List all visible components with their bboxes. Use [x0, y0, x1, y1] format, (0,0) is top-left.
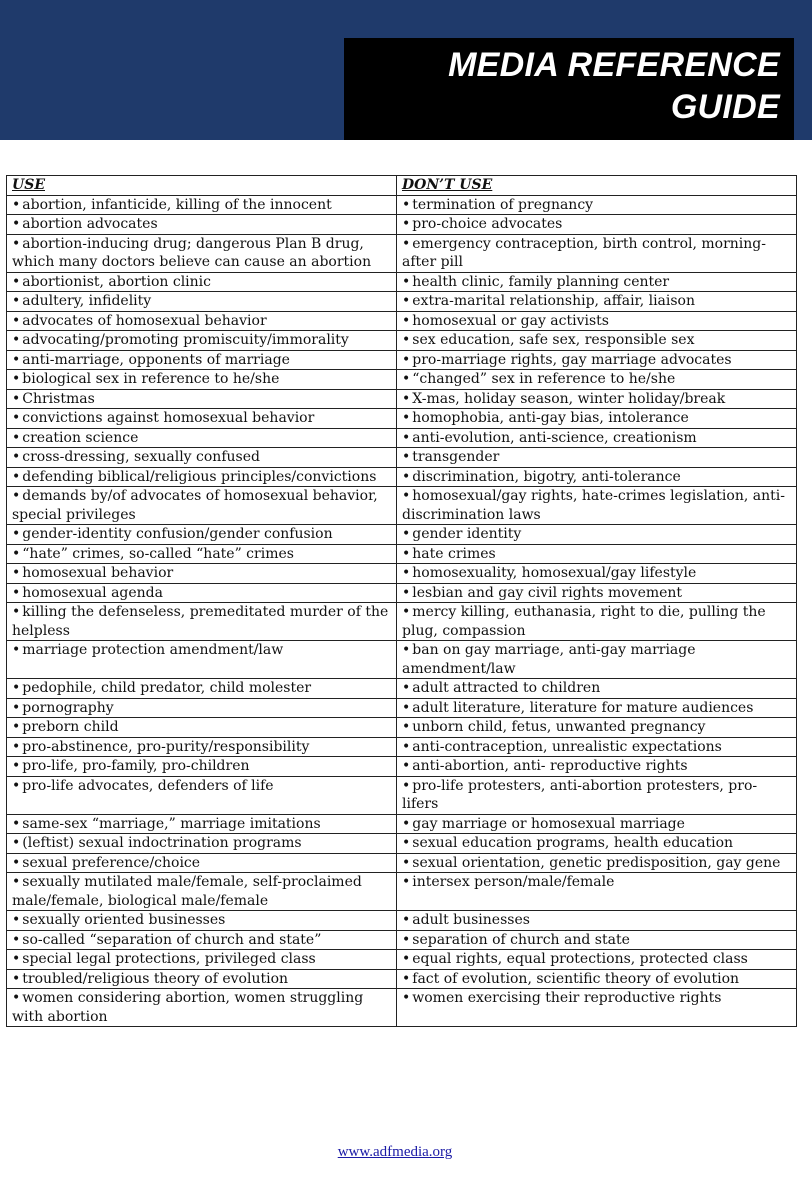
use-term: pro-abstinence, pro-purity/responsibility — [22, 738, 310, 755]
use-term-cell — [7, 698, 397, 718]
bullet-icon — [12, 585, 22, 601]
dont-use-term-cell — [397, 525, 797, 545]
table-body — [7, 195, 797, 1027]
table-row — [7, 603, 797, 641]
use-term-cell — [7, 950, 397, 970]
use-term: same-sex “marriage,” marriage imitations — [22, 815, 321, 832]
bullet-icon — [402, 874, 412, 890]
use-term-cell — [7, 234, 397, 272]
dont-use-term: anti-evolution, anti-science, creationism — [412, 429, 697, 446]
bullet-icon — [12, 469, 22, 485]
bullet-icon — [12, 236, 22, 252]
use-term-cell — [7, 331, 397, 351]
bullet-icon — [402, 680, 412, 696]
dont-use-term-cell — [397, 292, 797, 312]
dont-use-term: fact of evolution, scientific theory of evolution — [412, 970, 740, 987]
dont-use-term-cell — [397, 370, 797, 390]
use-term-cell — [7, 409, 397, 429]
use-term: marriage protection amendment/law — [22, 642, 284, 658]
use-term: cross-dressing, sexually confused — [22, 449, 260, 465]
bullet-icon — [402, 469, 412, 485]
bullet-icon — [12, 604, 22, 620]
bullet-icon — [12, 835, 22, 851]
dont-use-term-cell — [397, 911, 797, 931]
bullet-icon — [12, 371, 22, 387]
table-row — [7, 989, 797, 1027]
bullet-icon — [402, 430, 412, 446]
dont-use-term: unborn child, fetus, unwanted pregnancy — [412, 719, 706, 735]
reference-table — [6, 175, 797, 1027]
use-term: abortion advocates — [22, 216, 158, 232]
bullet-icon — [402, 565, 412, 581]
use-term-cell — [7, 718, 397, 738]
table-row — [7, 950, 797, 970]
bullet-icon — [12, 352, 22, 368]
bullet-icon — [402, 585, 412, 601]
bullet-icon — [12, 293, 22, 309]
bullet-icon — [402, 951, 412, 967]
dont-use-term-cell — [397, 311, 797, 331]
bullet-icon — [402, 391, 412, 407]
dont-use-term: termination of pregnancy — [412, 196, 594, 213]
use-term: pornography — [22, 699, 114, 716]
dont-use-term: ban on gay marriage, anti-gay marriage amendment/law — [402, 642, 696, 677]
bullet-icon — [402, 216, 412, 232]
use-term-cell — [7, 544, 397, 564]
dont-use-term-cell — [397, 331, 797, 351]
bullet-icon — [12, 758, 22, 774]
bullet-icon — [402, 642, 412, 658]
table-row — [7, 853, 797, 873]
use-term: convictions against homosexual behavior — [22, 410, 315, 426]
table-row — [7, 331, 797, 351]
table-row — [7, 911, 797, 931]
table-header-row — [7, 176, 797, 196]
table-row — [7, 370, 797, 390]
bullet-icon — [12, 680, 22, 696]
use-term: women considering abortion, women struggling with abortion — [12, 990, 364, 1025]
use-term: gender-identity confusion/gender confusion — [22, 526, 333, 542]
dont-use-term: discrimination, bigotry, anti-tolerance — [412, 468, 681, 485]
dont-use-term-cell — [397, 950, 797, 970]
dont-use-term: X-mas, holiday season, winter holiday/break — [412, 390, 726, 407]
dont-use-term: extra-marital relationship, affair, liaison — [412, 293, 696, 309]
bullet-icon — [402, 700, 412, 716]
use-term-cell — [7, 853, 397, 873]
use-term: killing the defenseless, premeditated murder of the helpless — [12, 604, 389, 639]
bullet-icon — [402, 197, 412, 213]
use-term: Christmas — [22, 390, 95, 407]
dont-use-term: mercy killing, euthanasia, right to die, pulling the plug, compassion — [402, 604, 766, 639]
bullet-icon — [402, 488, 412, 504]
table-row — [7, 234, 797, 272]
bullet-icon — [402, 912, 412, 928]
use-term: pro-life, pro-family, pro-children — [22, 758, 250, 774]
website-link[interactable]: www.adfmedia.org — [337, 1144, 453, 1160]
dont-use-term-cell — [397, 853, 797, 873]
title-line-1: MEDIA REFERENCE — [448, 46, 780, 84]
table-row — [7, 544, 797, 564]
bullet-icon — [12, 332, 22, 348]
use-term-cell — [7, 911, 397, 931]
dont-use-term-cell — [397, 737, 797, 757]
table-row — [7, 448, 797, 468]
bullet-icon — [402, 855, 412, 871]
dont-use-term-cell — [397, 679, 797, 699]
bullet-icon — [12, 197, 22, 213]
use-term: advocates of homosexual behavior — [22, 312, 267, 329]
use-term: advocating/promoting promiscuity/immorality — [22, 332, 349, 348]
dont-use-term-cell — [397, 272, 797, 292]
dont-use-term-cell — [397, 873, 797, 911]
use-term-cell — [7, 776, 397, 814]
bullet-icon — [402, 604, 412, 620]
bullet-icon — [402, 758, 412, 774]
bullet-icon — [402, 546, 412, 562]
use-term: homosexual behavior — [22, 565, 174, 581]
use-term-cell — [7, 679, 397, 699]
use-term-cell — [7, 467, 397, 487]
dont-use-term-cell — [397, 389, 797, 409]
table-row — [7, 409, 797, 429]
dont-use-term-cell — [397, 989, 797, 1027]
dont-use-term-cell — [397, 350, 797, 370]
use-term-cell — [7, 834, 397, 854]
bullet-icon — [12, 816, 22, 832]
bullet-icon — [12, 990, 22, 1006]
dont-use-term: women exercising their reproductive rights — [412, 990, 722, 1006]
use-term: pro-life advocates, defenders of life — [22, 777, 274, 794]
dont-use-term: homophobia, anti-gay bias, intolerance — [412, 410, 689, 426]
bullet-icon — [12, 700, 22, 716]
column-header-use: USE — [7, 176, 397, 196]
bullet-icon — [12, 546, 22, 562]
bullet-icon — [12, 565, 22, 581]
dont-use-term-cell — [397, 969, 797, 989]
dont-use-term-cell — [397, 814, 797, 834]
use-term: pedophile, child predator, child molester — [22, 680, 312, 696]
use-term-cell — [7, 311, 397, 331]
use-term: abortion, infanticide, killing of the innocent — [22, 196, 332, 213]
dont-use-term: intersex person/male/female — [412, 874, 615, 890]
use-term: sexual preference/choice — [22, 854, 201, 871]
bullet-icon — [12, 526, 22, 542]
bullet-icon — [402, 719, 412, 735]
bullet-icon — [402, 778, 412, 794]
use-term-cell — [7, 525, 397, 545]
use-term-cell — [7, 389, 397, 409]
dont-use-term-cell — [397, 583, 797, 603]
dont-use-term: pro-marriage rights, gay marriage advocates — [412, 351, 732, 368]
use-term: adultery, infidelity — [22, 293, 152, 309]
table-row — [7, 272, 797, 292]
bullet-icon — [402, 274, 412, 290]
use-term: defending biblical/religious principles/convictions — [22, 468, 377, 485]
dont-use-term-cell — [397, 698, 797, 718]
bullet-icon — [12, 274, 22, 290]
use-term-cell — [7, 583, 397, 603]
use-term-cell — [7, 873, 397, 911]
dont-use-term-cell — [397, 409, 797, 429]
use-term-cell — [7, 641, 397, 679]
dont-use-term-cell — [397, 195, 797, 215]
use-term: so-called “separation of church and state” — [22, 931, 322, 948]
use-term-cell — [7, 272, 397, 292]
table-row — [7, 698, 797, 718]
use-term-cell — [7, 737, 397, 757]
dont-use-term-cell — [397, 718, 797, 738]
dont-use-term: adult attracted to children — [412, 680, 601, 696]
table-row — [7, 195, 797, 215]
bullet-icon — [402, 835, 412, 851]
dont-use-term-cell — [397, 234, 797, 272]
page-title — [344, 38, 794, 140]
dont-use-term: adult literature, literature for mature audiences — [412, 699, 754, 716]
use-term: anti-marriage, opponents of marriage — [22, 351, 290, 368]
bullet-icon — [12, 391, 22, 407]
table-row — [7, 718, 797, 738]
bullet-icon — [12, 430, 22, 446]
bullet-icon — [402, 371, 412, 387]
dont-use-term: separation of church and state — [412, 931, 630, 948]
use-term-cell — [7, 757, 397, 777]
use-term-cell — [7, 930, 397, 950]
bullet-icon — [12, 778, 22, 794]
dont-use-term: pro-life protesters, anti-abortion protesters, pro-lifers — [402, 777, 758, 812]
dont-use-term-cell — [397, 641, 797, 679]
dont-use-term: homosexuality, homosexual/gay lifestyle — [412, 565, 697, 581]
dont-use-term-cell — [397, 448, 797, 468]
bullet-icon — [402, 410, 412, 426]
bullet-icon — [12, 449, 22, 465]
table-row — [7, 525, 797, 545]
table-row — [7, 583, 797, 603]
table-row — [7, 737, 797, 757]
table-row — [7, 389, 797, 409]
use-term-cell — [7, 564, 397, 584]
use-term-cell — [7, 428, 397, 448]
dont-use-term: health clinic, family planning center — [412, 273, 670, 290]
table-row — [7, 776, 797, 814]
use-term: biological sex in reference to he/she — [22, 371, 280, 387]
bullet-icon — [402, 352, 412, 368]
use-term-cell — [7, 969, 397, 989]
bullet-icon — [402, 236, 412, 252]
table-row — [7, 311, 797, 331]
bullet-icon — [12, 971, 22, 987]
bullet-icon — [12, 216, 22, 232]
use-term: sexually mutilated male/female, self-proclaimed male/female, biological male/female — [12, 874, 362, 909]
dont-use-term: sexual education programs, health education — [412, 835, 734, 851]
dont-use-term: gay marriage or homosexual marriage — [412, 815, 685, 832]
dont-use-term: gender identity — [412, 526, 522, 542]
table-row — [7, 814, 797, 834]
dont-use-term: equal rights, equal protections, protected class — [412, 951, 748, 967]
dont-use-term-cell — [397, 776, 797, 814]
bullet-icon — [12, 932, 22, 948]
dont-use-term-cell — [397, 467, 797, 487]
dont-use-term: anti-contraception, unrealistic expectations — [412, 738, 722, 755]
dont-use-term: sex education, safe sex, responsible sex — [412, 332, 695, 348]
table-row — [7, 564, 797, 584]
use-term-cell — [7, 989, 397, 1027]
dont-use-term: sexual orientation, genetic predisposition, gay gene — [412, 854, 781, 871]
use-term: creation science — [22, 429, 139, 446]
dont-use-term-cell — [397, 564, 797, 584]
bullet-icon — [12, 313, 22, 329]
dont-use-term: transgender — [412, 449, 500, 465]
dont-use-term: pro-choice advocates — [412, 216, 563, 232]
table-row — [7, 487, 797, 525]
bullet-icon — [402, 816, 412, 832]
bullet-icon — [12, 951, 22, 967]
table-row — [7, 679, 797, 699]
use-term-cell — [7, 603, 397, 641]
table-row — [7, 834, 797, 854]
use-term-cell — [7, 448, 397, 468]
table-row — [7, 350, 797, 370]
use-term-cell — [7, 350, 397, 370]
bullet-icon — [402, 332, 412, 348]
table-row — [7, 757, 797, 777]
table-row — [7, 873, 797, 911]
use-term-cell — [7, 292, 397, 312]
bullet-icon — [402, 739, 412, 755]
bullet-icon — [402, 449, 412, 465]
use-term-cell — [7, 487, 397, 525]
use-term: abortion-inducing drug; dangerous Plan B drug, which many doctors believe can cause an abortion — [12, 235, 372, 270]
dont-use-term-cell — [397, 487, 797, 525]
dont-use-term-cell — [397, 757, 797, 777]
bullet-icon — [12, 410, 22, 426]
use-term: “hate” crimes, so-called “hate” crimes — [22, 545, 294, 562]
dont-use-term: homosexual/gay rights, hate-crimes legislation, anti-discrimination laws — [402, 488, 785, 523]
bullet-icon — [402, 313, 412, 329]
table-row — [7, 641, 797, 679]
dont-use-term-cell — [397, 215, 797, 235]
dont-use-term: anti-abortion, anti- reproductive rights — [412, 758, 688, 774]
bullet-icon — [402, 932, 412, 948]
use-term: special legal protections, privileged class — [22, 951, 316, 967]
title-line-2: GUIDE — [670, 88, 780, 126]
bullet-icon — [12, 642, 22, 658]
table-row — [7, 292, 797, 312]
table-row — [7, 930, 797, 950]
bullet-icon — [12, 874, 22, 890]
table-row — [7, 428, 797, 448]
dont-use-term: “changed” sex in reference to he/she — [412, 371, 676, 387]
table-row — [7, 215, 797, 235]
bullet-icon — [12, 912, 22, 928]
use-term: troubled/religious theory of evolution — [22, 970, 289, 987]
dont-use-term: adult businesses — [412, 912, 530, 928]
use-term: sexually oriented businesses — [22, 912, 226, 928]
column-header-dont-use: DON’T USE — [397, 176, 797, 196]
bullet-icon — [12, 855, 22, 871]
dont-use-term: hate crimes — [412, 545, 496, 562]
dont-use-term-cell — [397, 930, 797, 950]
use-term: homosexual agenda — [22, 584, 163, 601]
bullet-icon — [402, 293, 412, 309]
use-term-cell — [7, 814, 397, 834]
dont-use-term-cell — [397, 834, 797, 854]
use-term-cell — [7, 195, 397, 215]
dont-use-term: homosexual or gay activists — [412, 312, 609, 329]
dont-use-term-cell — [397, 603, 797, 641]
bullet-icon — [12, 719, 22, 735]
use-term: abortionist, abortion clinic — [22, 273, 211, 290]
dont-use-term: lesbian and gay civil rights movement — [412, 584, 683, 601]
table-row — [7, 969, 797, 989]
dont-use-term-cell — [397, 544, 797, 564]
use-term: (leftist) sexual indoctrination programs — [22, 835, 302, 851]
use-term: demands by/of advocates of homosexual behavior, special privileges — [12, 488, 378, 523]
table-row — [7, 467, 797, 487]
use-term-cell — [7, 215, 397, 235]
dont-use-term: emergency contraception, birth control, morning-after pill — [402, 235, 766, 270]
dont-use-term-cell — [397, 428, 797, 448]
bullet-icon — [12, 739, 22, 755]
use-term: preborn child — [22, 719, 119, 735]
bullet-icon — [402, 990, 412, 1006]
use-term-cell — [7, 370, 397, 390]
bullet-icon — [402, 971, 412, 987]
bullet-icon — [12, 488, 22, 504]
bullet-icon — [402, 526, 412, 542]
